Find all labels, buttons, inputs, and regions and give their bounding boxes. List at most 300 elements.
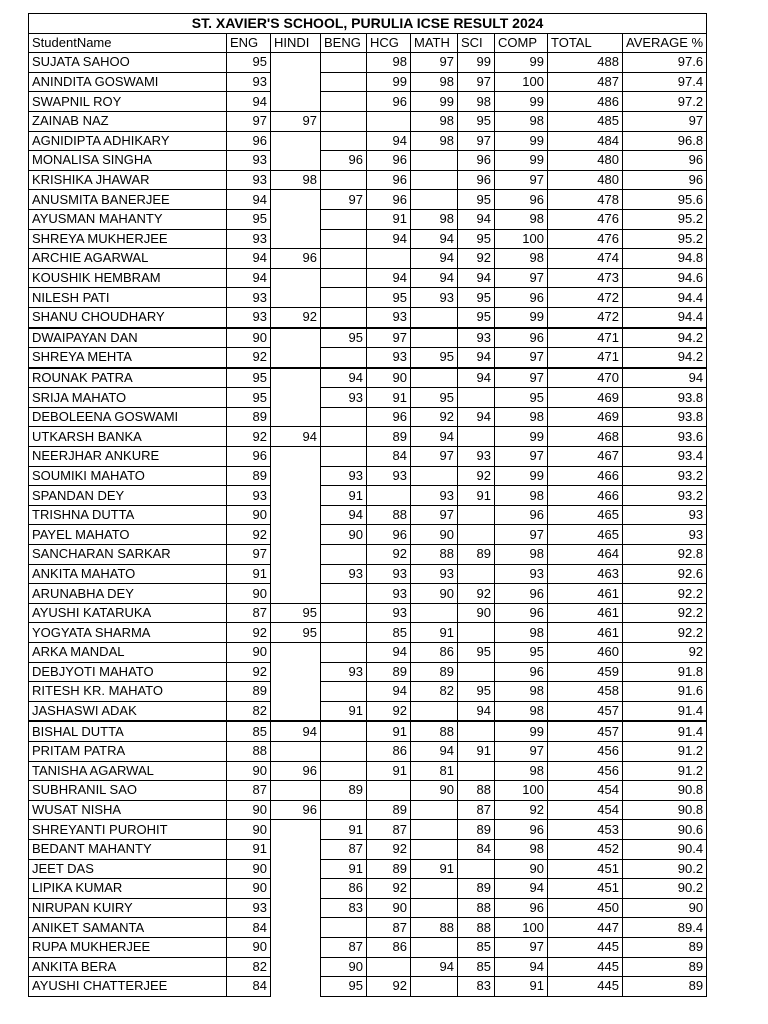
cell-student-name: ANIKET SAMANTA [29, 918, 227, 938]
cell-eng: 85 [227, 721, 271, 741]
cell-hcg [367, 249, 411, 269]
cell-math: 93 [411, 486, 458, 506]
cell-sci: 84 [458, 839, 495, 859]
cell-sci: 92 [458, 466, 495, 486]
cell-sci [458, 761, 495, 781]
table-row [29, 918, 707, 938]
cell-beng [321, 447, 367, 467]
cell-math: 97 [411, 53, 458, 73]
cell-eng: 94 [227, 268, 271, 288]
cell-beng: 93 [321, 388, 367, 408]
cell-total: 450 [548, 898, 623, 918]
cell-math [411, 190, 458, 210]
cell-math [411, 937, 458, 957]
cell-comp: 99 [495, 92, 548, 112]
cell-math: 81 [411, 761, 458, 781]
cell-average: 90.4 [623, 839, 707, 859]
cell-eng: 92 [227, 623, 271, 643]
cell-hindi: 96 [271, 800, 321, 820]
cell-comp: 99 [495, 721, 548, 741]
cell-sci: 92 [458, 584, 495, 604]
cell-comp: 96 [495, 820, 548, 840]
cell-average: 94.8 [623, 249, 707, 269]
cell-hcg: 96 [367, 170, 411, 190]
cell-comp: 96 [495, 288, 548, 308]
cell-eng: 92 [227, 525, 271, 545]
cell-sci: 83 [458, 977, 495, 997]
cell-comp: 100 [495, 72, 548, 92]
cell-comp: 98 [495, 701, 548, 721]
cell-average: 91.2 [623, 741, 707, 761]
cell-total: 484 [548, 131, 623, 151]
cell-math: 98 [411, 111, 458, 131]
cell-eng: 90 [227, 584, 271, 604]
cell-sci: 96 [458, 151, 495, 171]
cell-beng [321, 623, 367, 643]
cell-comp: 91 [495, 977, 548, 997]
cell-comp: 97 [495, 368, 548, 388]
cell-beng: 89 [321, 781, 367, 801]
cell-beng [321, 53, 367, 73]
cell-eng: 82 [227, 701, 271, 721]
cell-sci: 95 [458, 307, 495, 327]
cell-total: 464 [548, 545, 623, 565]
cell-sci: 95 [458, 229, 495, 249]
cell-hcg: 93 [367, 348, 411, 368]
cell-eng: 96 [227, 131, 271, 151]
cell-average: 89 [623, 957, 707, 977]
cell-eng: 93 [227, 72, 271, 92]
cell-hcg: 89 [367, 427, 411, 447]
cell-comp: 96 [495, 898, 548, 918]
cell-hindi: 96 [271, 249, 321, 269]
cell-eng: 96 [227, 447, 271, 467]
cell-beng [321, 643, 367, 663]
cell-hindi [271, 190, 321, 210]
cell-comp: 97 [495, 937, 548, 957]
cell-student-name: SRIJA MAHATO [29, 388, 227, 408]
cell-comp: 99 [495, 151, 548, 171]
cell-hcg: 93 [367, 466, 411, 486]
cell-sci [458, 662, 495, 682]
table-row [29, 781, 707, 801]
cell-total: 474 [548, 249, 623, 269]
cell-average: 91.4 [623, 721, 707, 741]
cell-hcg: 90 [367, 368, 411, 388]
cell-total: 452 [548, 839, 623, 859]
cell-beng: 87 [321, 937, 367, 957]
cell-sci: 97 [458, 72, 495, 92]
cell-total: 460 [548, 643, 623, 663]
cell-total: 445 [548, 957, 623, 977]
cell-hindi: 94 [271, 721, 321, 741]
cell-beng [321, 288, 367, 308]
cell-student-name: DEBJYOTI MAHATO [29, 662, 227, 682]
table-row [29, 151, 707, 171]
cell-comp: 97 [495, 268, 548, 288]
cell-total: 453 [548, 820, 623, 840]
cell-total: 487 [548, 72, 623, 92]
cell-math: 92 [411, 407, 458, 427]
cell-hindi [271, 486, 321, 506]
cell-hindi [271, 662, 321, 682]
table-row [29, 288, 707, 308]
cell-hcg: 86 [367, 741, 411, 761]
cell-sci: 87 [458, 800, 495, 820]
table-row [29, 701, 707, 721]
cell-comp: 97 [495, 741, 548, 761]
cell-total: 469 [548, 388, 623, 408]
cell-hindi [271, 898, 321, 918]
col-header-comp: COMP [495, 33, 548, 53]
title-row [29, 14, 707, 34]
cell-eng: 93 [227, 898, 271, 918]
table-row [29, 839, 707, 859]
cell-hcg: 92 [367, 977, 411, 997]
cell-hcg: 94 [367, 268, 411, 288]
table-row [29, 800, 707, 820]
cell-student-name: SHANU CHOUDHARY [29, 307, 227, 327]
cell-hcg: 97 [367, 328, 411, 348]
cell-hindi [271, 53, 321, 73]
cell-student-name: JEET DAS [29, 859, 227, 879]
table-row [29, 525, 707, 545]
table-row [29, 957, 707, 977]
cell-comp: 97 [495, 525, 548, 545]
col-header-total: TOTAL [548, 33, 623, 53]
cell-hcg: 89 [367, 800, 411, 820]
cell-hindi [271, 859, 321, 879]
cell-average: 96.8 [623, 131, 707, 151]
cell-average: 91.8 [623, 662, 707, 682]
cell-comp: 98 [495, 486, 548, 506]
cell-comp: 96 [495, 584, 548, 604]
cell-hcg: 99 [367, 72, 411, 92]
cell-math: 88 [411, 918, 458, 938]
col-header-hindi: HINDI [271, 33, 321, 53]
cell-total: 469 [548, 407, 623, 427]
cell-hindi [271, 72, 321, 92]
cell-hindi [271, 957, 321, 977]
cell-beng [321, 918, 367, 938]
cell-eng: 87 [227, 781, 271, 801]
cell-comp: 95 [495, 388, 548, 408]
cell-student-name: TRISHNA DUTTA [29, 505, 227, 525]
cell-hcg: 89 [367, 662, 411, 682]
cell-student-name: SHREYANTI PUROHIT [29, 820, 227, 840]
cell-hcg: 93 [367, 584, 411, 604]
cell-student-name: UTKARSH BANKA [29, 427, 227, 447]
table-row [29, 721, 707, 741]
cell-beng: 94 [321, 505, 367, 525]
cell-hindi [271, 388, 321, 408]
cell-hindi [271, 209, 321, 229]
cell-beng [321, 721, 367, 741]
cell-average: 92.2 [623, 584, 707, 604]
cell-student-name: WUSAT NISHA [29, 800, 227, 820]
cell-math [411, 603, 458, 623]
cell-hindi [271, 92, 321, 112]
cell-eng: 89 [227, 407, 271, 427]
cell-beng [321, 348, 367, 368]
table-row [29, 584, 707, 604]
cell-math: 93 [411, 564, 458, 584]
col-header-sci: SCI [458, 33, 495, 53]
cell-total: 486 [548, 92, 623, 112]
cell-average: 90.6 [623, 820, 707, 840]
cell-hindi [271, 918, 321, 938]
cell-beng [321, 268, 367, 288]
cell-comp: 98 [495, 545, 548, 565]
cell-hindi: 94 [271, 427, 321, 447]
cell-eng: 95 [227, 209, 271, 229]
cell-sci [458, 427, 495, 447]
cell-average: 90.2 [623, 879, 707, 899]
cell-comp: 97 [495, 170, 548, 190]
table-row [29, 328, 707, 348]
cell-student-name: AYUSHI CHATTERJEE [29, 977, 227, 997]
cell-average: 96 [623, 151, 707, 171]
cell-hindi [271, 368, 321, 388]
cell-comp: 95 [495, 643, 548, 663]
cell-hindi [271, 937, 321, 957]
cell-student-name: SANCHARAN SARKAR [29, 545, 227, 565]
cell-total: 472 [548, 307, 623, 327]
cell-comp: 96 [495, 505, 548, 525]
cell-hcg: 88 [367, 505, 411, 525]
cell-average: 92.6 [623, 564, 707, 584]
cell-total: 480 [548, 170, 623, 190]
cell-student-name: ANKITA MAHATO [29, 564, 227, 584]
cell-student-name: SUBHRANIL SAO [29, 781, 227, 801]
cell-beng: 90 [321, 525, 367, 545]
cell-eng: 90 [227, 761, 271, 781]
cell-total: 478 [548, 190, 623, 210]
cell-math [411, 839, 458, 859]
cell-hcg: 91 [367, 388, 411, 408]
cell-sci: 85 [458, 937, 495, 957]
table-row [29, 447, 707, 467]
cell-math: 99 [411, 92, 458, 112]
cell-average: 91.6 [623, 682, 707, 702]
cell-comp: 97 [495, 348, 548, 368]
cell-total: 468 [548, 427, 623, 447]
cell-comp: 98 [495, 249, 548, 269]
cell-beng: 93 [321, 466, 367, 486]
cell-beng: 95 [321, 328, 367, 348]
cell-beng [321, 603, 367, 623]
cell-math [411, 307, 458, 327]
cell-sci: 95 [458, 111, 495, 131]
cell-beng [321, 229, 367, 249]
cell-student-name: NILESH PATI [29, 288, 227, 308]
cell-hindi [271, 839, 321, 859]
cell-hindi [271, 447, 321, 467]
cell-eng: 93 [227, 288, 271, 308]
cell-hcg [367, 111, 411, 131]
col-header-math: MATH [411, 33, 458, 53]
cell-sci: 94 [458, 368, 495, 388]
cell-sci: 94 [458, 209, 495, 229]
cell-eng: 91 [227, 839, 271, 859]
cell-average: 97.4 [623, 72, 707, 92]
cell-student-name: SHREYA MUKHERJEE [29, 229, 227, 249]
cell-math [411, 368, 458, 388]
cell-total: 465 [548, 505, 623, 525]
table-row [29, 388, 707, 408]
cell-total: 476 [548, 229, 623, 249]
cell-hcg: 94 [367, 682, 411, 702]
cell-total: 471 [548, 328, 623, 348]
cell-average: 94.2 [623, 328, 707, 348]
table-row [29, 545, 707, 565]
cell-sci: 88 [458, 898, 495, 918]
cell-hcg: 98 [367, 53, 411, 73]
cell-comp: 98 [495, 682, 548, 702]
cell-average: 93.8 [623, 388, 707, 408]
col-header-student-name: StudentName [29, 33, 227, 53]
cell-hindi [271, 328, 321, 348]
cell-hcg: 91 [367, 761, 411, 781]
table-row [29, 190, 707, 210]
cell-comp: 100 [495, 229, 548, 249]
cell-comp: 96 [495, 662, 548, 682]
cell-hcg: 96 [367, 92, 411, 112]
table-row [29, 682, 707, 702]
cell-beng: 93 [321, 564, 367, 584]
cell-average: 90.8 [623, 800, 707, 820]
col-header-eng: ENG [227, 33, 271, 53]
cell-student-name: ANKITA BERA [29, 957, 227, 977]
cell-hcg: 90 [367, 898, 411, 918]
cell-comp: 92 [495, 800, 548, 820]
cell-eng: 97 [227, 545, 271, 565]
table-row [29, 229, 707, 249]
cell-hindi [271, 584, 321, 604]
cell-hcg: 86 [367, 937, 411, 957]
cell-total: 457 [548, 721, 623, 741]
cell-total: 485 [548, 111, 623, 131]
cell-sci: 92 [458, 249, 495, 269]
cell-average: 93.2 [623, 486, 707, 506]
cell-beng: 93 [321, 662, 367, 682]
cell-beng [321, 741, 367, 761]
cell-math [411, 898, 458, 918]
cell-beng [321, 170, 367, 190]
cell-average: 91.4 [623, 701, 707, 721]
cell-total: 476 [548, 209, 623, 229]
cell-sci: 94 [458, 407, 495, 427]
cell-eng: 92 [227, 662, 271, 682]
cell-total: 471 [548, 348, 623, 368]
cell-hindi [271, 879, 321, 899]
cell-student-name: SWAPNIL ROY [29, 92, 227, 112]
cell-average: 93.8 [623, 407, 707, 427]
cell-eng: 90 [227, 859, 271, 879]
cell-hcg: 93 [367, 564, 411, 584]
cell-student-name: RITESH KR. MAHATO [29, 682, 227, 702]
cell-beng: 94 [321, 368, 367, 388]
cell-sci [458, 721, 495, 741]
cell-eng: 94 [227, 92, 271, 112]
cell-sci: 94 [458, 348, 495, 368]
cell-math: 91 [411, 859, 458, 879]
cell-average: 94.2 [623, 348, 707, 368]
cell-total: 463 [548, 564, 623, 584]
cell-math [411, 328, 458, 348]
cell-math: 94 [411, 268, 458, 288]
cell-beng [321, 545, 367, 565]
cell-math: 98 [411, 131, 458, 151]
cell-total: 451 [548, 879, 623, 899]
cell-comp: 96 [495, 328, 548, 348]
cell-average: 95.2 [623, 229, 707, 249]
cell-eng: 90 [227, 879, 271, 899]
table-row [29, 564, 707, 584]
cell-student-name: PAYEL MAHATO [29, 525, 227, 545]
cell-hcg: 87 [367, 820, 411, 840]
cell-average: 92.8 [623, 545, 707, 565]
cell-average: 89 [623, 977, 707, 997]
cell-beng [321, 761, 367, 781]
cell-hcg: 93 [367, 307, 411, 327]
cell-math [411, 701, 458, 721]
cell-sci: 90 [458, 603, 495, 623]
cell-eng: 94 [227, 249, 271, 269]
cell-average: 97.2 [623, 92, 707, 112]
table-row [29, 307, 707, 327]
cell-total: 488 [548, 53, 623, 73]
cell-hindi [271, 820, 321, 840]
cell-student-name: SPANDAN DEY [29, 486, 227, 506]
cell-total: 472 [548, 288, 623, 308]
cell-hindi [271, 466, 321, 486]
cell-math: 97 [411, 447, 458, 467]
cell-sci: 95 [458, 288, 495, 308]
cell-beng [321, 800, 367, 820]
cell-total: 461 [548, 603, 623, 623]
cell-sci [458, 564, 495, 584]
cell-eng: 94 [227, 190, 271, 210]
table-row [29, 741, 707, 761]
cell-total: 454 [548, 781, 623, 801]
cell-student-name: AYUSMAN MAHANTY [29, 209, 227, 229]
cell-hindi [271, 643, 321, 663]
cell-math: 89 [411, 662, 458, 682]
cell-beng [321, 307, 367, 327]
table-row [29, 466, 707, 486]
cell-student-name: ARUNABHA DEY [29, 584, 227, 604]
cell-student-name: SUJATA SAHOO [29, 53, 227, 73]
cell-hcg: 91 [367, 209, 411, 229]
cell-eng: 92 [227, 348, 271, 368]
cell-student-name: ARCHIE AGARWAL [29, 249, 227, 269]
cell-total: 480 [548, 151, 623, 171]
cell-math: 86 [411, 643, 458, 663]
cell-beng [321, 131, 367, 151]
cell-math: 94 [411, 427, 458, 447]
cell-beng [321, 111, 367, 131]
cell-comp: 96 [495, 190, 548, 210]
table-row [29, 407, 707, 427]
cell-average: 94 [623, 368, 707, 388]
cell-sci: 89 [458, 820, 495, 840]
cell-average: 90.2 [623, 859, 707, 879]
cell-average: 92.2 [623, 603, 707, 623]
cell-eng: 92 [227, 427, 271, 447]
cell-sci: 95 [458, 682, 495, 702]
cell-eng: 90 [227, 505, 271, 525]
